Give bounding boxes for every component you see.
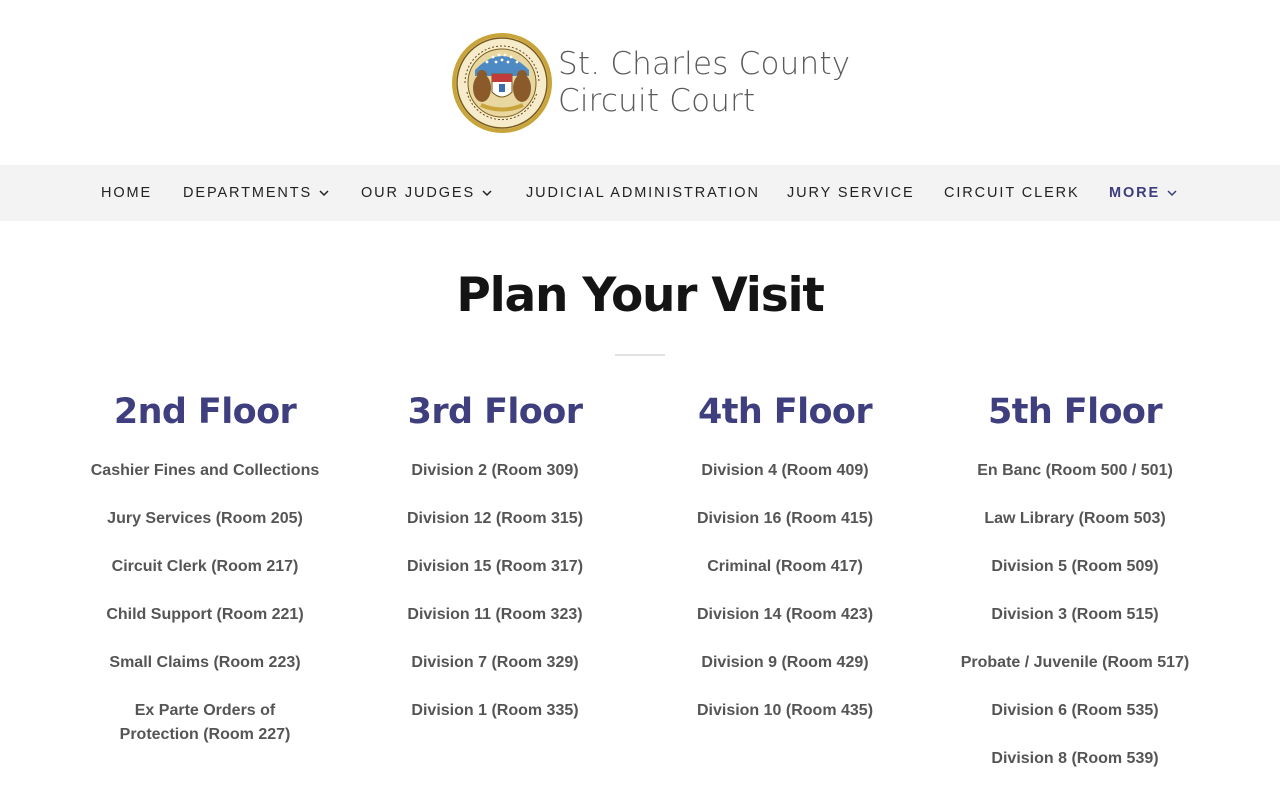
room-link[interactable]: Circuit Clerk (Room 217) [111, 558, 299, 575]
room-link[interactable]: Probate / Juvenile (Room 517) [960, 654, 1190, 671]
nav-item-home[interactable] [101, 165, 152, 221]
floor-title: 3rd Floor [407, 392, 583, 432]
floor-title: 5th Floor [987, 392, 1163, 432]
chevron-down-icon [318, 187, 330, 199]
nav-item-label: DEPARTMENTS [183, 185, 313, 201]
room-link[interactable]: Small Claims (Room 223) [109, 654, 301, 671]
site-title-line2: Circuit Court [558, 83, 756, 119]
nav-item-label: CIRCUIT CLERK [944, 185, 1080, 201]
nav-item-more[interactable] [1109, 165, 1178, 221]
site-title [558, 46, 850, 120]
room-link[interactable]: Division 3 (Room 515) [991, 606, 1159, 623]
main-navigation [0, 165, 1280, 221]
room-list [930, 459, 1220, 771]
nav-item-label: HOME [101, 185, 153, 201]
nav-item-jury-service[interactable] [787, 165, 915, 221]
nav-item-departments[interactable] [183, 165, 330, 221]
room-link[interactable]: Jury Services (Room 205) [107, 510, 303, 527]
floor-column-2nd [60, 388, 350, 771]
room-link[interactable]: Division 7 (Room 329) [411, 654, 579, 671]
chevron-down-icon [1166, 187, 1178, 199]
room-link[interactable]: Cashier Fines and Collections [90, 462, 320, 479]
room-list [60, 459, 350, 747]
title-divider [615, 354, 665, 356]
site-header [0, 0, 1280, 165]
room-link[interactable]: Division 6 (Room 535) [991, 702, 1159, 719]
nav-item-judicial-administration[interactable] [526, 165, 760, 221]
room-list [640, 459, 930, 723]
room-link[interactable]: Division 11 (Room 323) [407, 606, 583, 623]
floor-column-4th [640, 388, 930, 747]
room-link[interactable]: Child Support (Room 221) [106, 606, 304, 623]
site-title-line1: St. Charles County [558, 46, 851, 82]
page-title: Plan Your Visit [456, 268, 824, 323]
nav-item-circuit-clerk[interactable] [944, 165, 1080, 221]
nav-item-our-judges[interactable] [361, 165, 493, 221]
nav-item-label: OUR JUDGES [361, 185, 476, 201]
room-link[interactable]: Division 12 (Room 315) [406, 510, 584, 527]
floor-column-5th [930, 388, 1220, 795]
room-link[interactable]: Division 8 (Room 539) [991, 750, 1159, 767]
chevron-down-icon [481, 187, 493, 199]
room-link[interactable]: En Banc (Room 500 / 501) [977, 462, 1173, 479]
room-link[interactable]: Division 5 (Room 509) [991, 558, 1159, 575]
room-link[interactable]: Ex Parte Orders of Protection (Room 227) [119, 702, 291, 743]
nav-item-label: MORE [1109, 185, 1161, 201]
room-link[interactable]: Division 2 (Room 309) [411, 462, 579, 479]
room-list [350, 459, 640, 723]
room-link[interactable]: Division 10 (Room 435) [696, 702, 874, 719]
room-link[interactable]: Division 14 (Room 423) [696, 606, 874, 623]
nav-item-label: JUDICIAL ADMINISTRATION [526, 185, 760, 201]
room-link[interactable]: Division 15 (Room 317) [406, 558, 584, 575]
room-link[interactable]: Law Library (Room 503) [984, 510, 1166, 527]
room-link[interactable]: Division 9 (Room 429) [701, 654, 869, 671]
site-logo-link[interactable] [451, 32, 850, 134]
room-link[interactable]: Criminal (Room 417) [707, 558, 863, 575]
room-link[interactable]: Division 1 (Room 335) [411, 702, 579, 719]
room-link[interactable]: Division 4 (Room 409) [701, 462, 869, 479]
room-link[interactable]: Division 16 (Room 415) [696, 510, 874, 527]
nav-item-label: JURY SERVICE [787, 185, 915, 201]
floor-column-3rd [350, 388, 640, 747]
floor-title: 4th Floor [697, 392, 873, 432]
floor-title: 2nd Floor [113, 392, 297, 432]
missouri-state-seal-icon [451, 32, 553, 134]
